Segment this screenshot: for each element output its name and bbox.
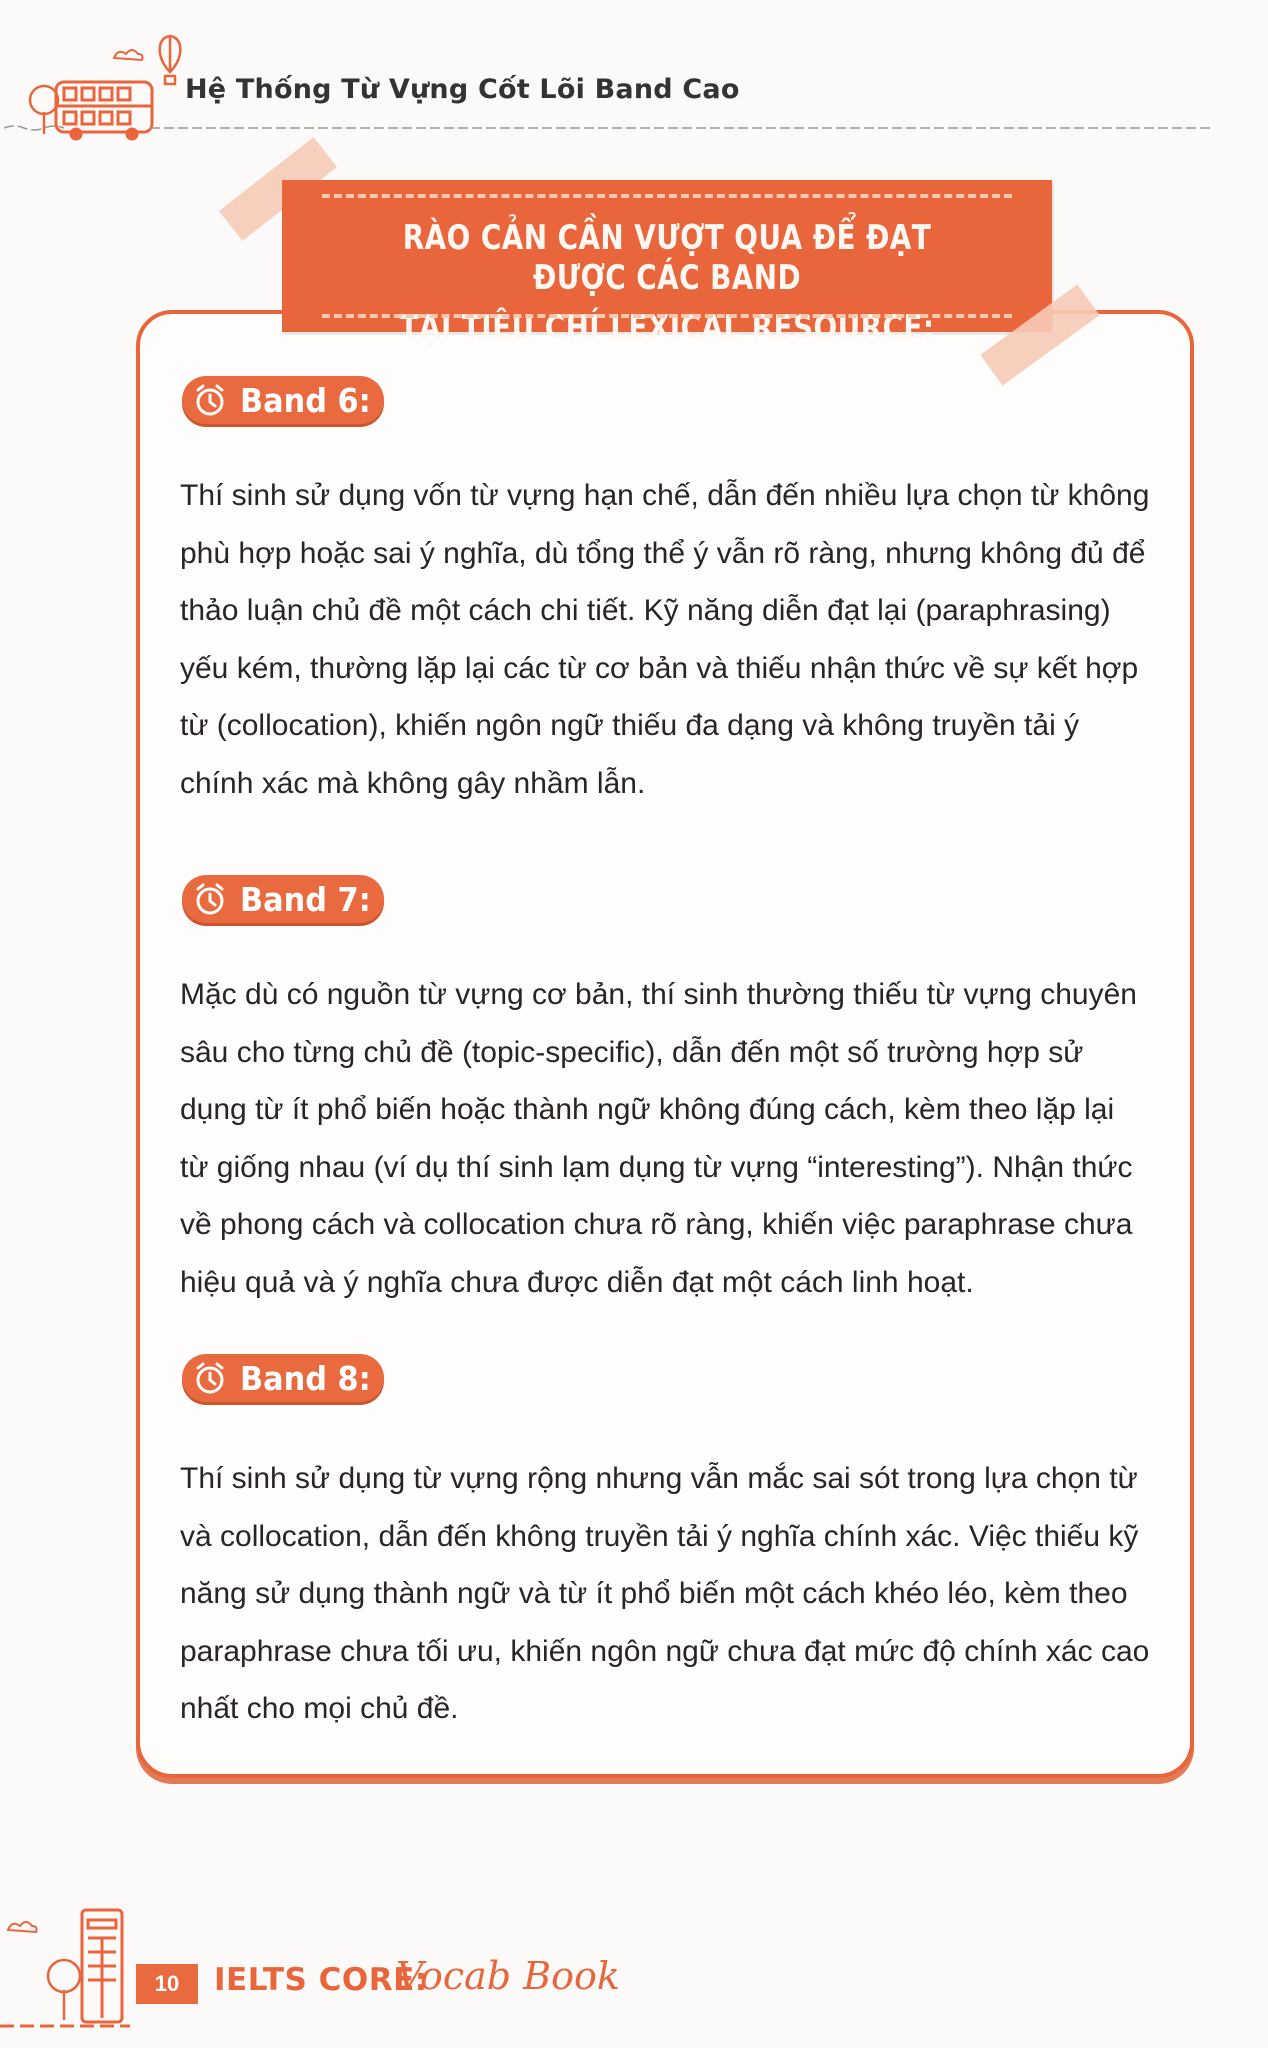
footer-book-title: IELTS CORE: — [214, 1962, 428, 1998]
band-7-text: Mặc dù có nguồn từ vựng cơ bản, thí sinh thường thiếu từ vựng chuyên sâu cho từng chủ đề (topic-specific), dẫn đến một số trường hợp sử dụng từ ít phổ biến hoặc thành ngữ không đúng cách, kèm theo lặp lại từ giống nhau (ví dụ thí sinh lạm dụng từ vựng “interesting”). Nhận thức về phong cách và collocation chưa rõ ràng, khiến việc paraphrase chưa hiệu quả và ý nghĩa chưa được diễn đạt một cách linh hoạt. — [180, 978, 1137, 1299]
band-7-pill — [182, 875, 384, 923]
band-label: Band 8: — [240, 1358, 371, 1398]
band-label: Band 7: — [240, 879, 371, 919]
phone-booth-icon — [82, 1910, 122, 2022]
cloud-icon — [8, 1922, 37, 1932]
band-6-text: Thí sinh sử dụng vốn từ vựng hạn chế, dẫn đến nhiều lựa chọn từ không phù hợp hoặc sai ý nghĩa, dù tổng thể ý vẫn rõ ràng, nhưng không đủ để thảo luận chủ đề một cách chi tiết. Kỹ năng diễn đạt lại (paraphrasing) yếu kém, thường lặp lại các từ cơ bản và thiếu nhận thức về sự kết hợp từ (collocation), khiến ngôn ngữ thiếu đa dạng và không truyền tải ý chính xác mà không gây nhầm lẫn. — [180, 479, 1150, 800]
band-8-pill — [182, 1354, 384, 1402]
page-header — [0, 0, 1268, 150]
footer-decoration — [0, 1880, 140, 2048]
band-label: Band 6: — [240, 380, 371, 420]
alarm-clock-icon — [192, 1360, 228, 1396]
page-number: 10 — [136, 1964, 198, 2004]
tree-icon — [48, 1960, 80, 2020]
banner-title-line-1: RÀO CẢN CẦN VƯỢT QUA ĐỂ ĐẠT ĐƯỢC CÁC BAND — [402, 218, 932, 298]
alarm-clock-icon — [192, 881, 228, 917]
band-6-pill — [182, 376, 384, 424]
dashed-border — [322, 314, 1012, 318]
title-banner — [282, 180, 1052, 348]
footer-book-subtitle: Vocab Book — [396, 1954, 620, 1998]
band-8-text: Thí sinh sử dụng từ vựng rộng nhưng vẫn mắc sai sót trong lựa chọn từ và collocation, dẫn đến không truyền tải ý nghĩa chính xác. Việc thiếu kỹ năng sử dụng thành ngữ và từ ít phổ biến một cách khéo léo, kèm theo paraphrase chưa tối ưu, khiến ngôn ngữ chưa đạt mức độ chính xác cao nhất cho mọi chủ đề. — [180, 1462, 1150, 1725]
header-divider — [0, 0, 1268, 150]
header-title: Hệ Thống Từ Vựng Cốt Lõi Band Cao — [185, 74, 740, 105]
banner-title-line-2: TẠI TIÊU CHÍ LEXICAL RESOURCE: — [399, 308, 935, 348]
alarm-clock-icon — [192, 382, 228, 418]
